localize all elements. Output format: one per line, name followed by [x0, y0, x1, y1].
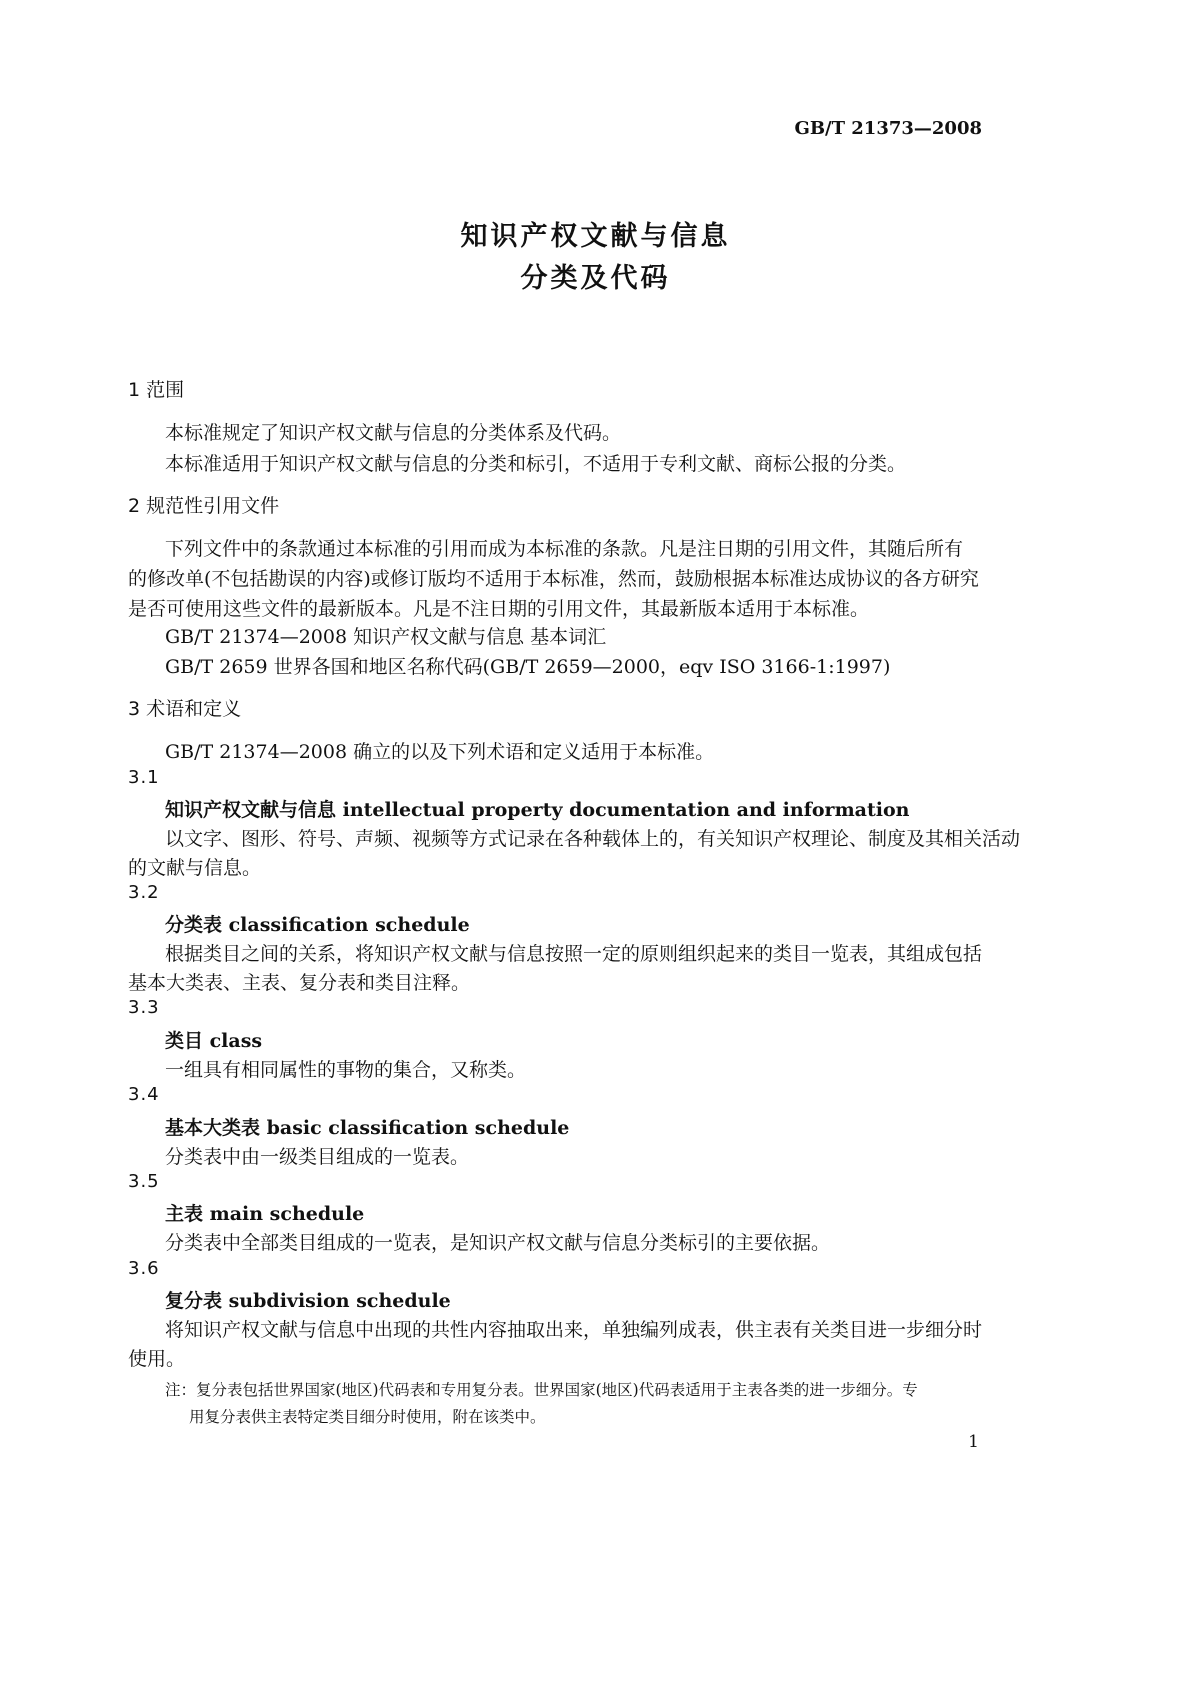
section-2-paragraph: 下列文件中的条款通过本标准的引用而成为本标准的条款。凡是注日期的引用文件，其随后所有: [165, 538, 964, 560]
section-1-paragraph: 本标准规定了知识产权文献与信息的分类体系及代码。: [165, 422, 622, 444]
note-text: 注：复分表包括世界国家(地区)代码表和专用复分表。世界国家(地区)代码表适用于主表各类的进一步细分。专: [165, 1381, 918, 1399]
term-definition: 的文献与信息。: [128, 857, 262, 879]
section-3-intro: GB/T 21374—2008 确立的以及下列术语和定义适用于本标准。: [165, 741, 715, 763]
document-title-line2: 分类及代码: [520, 263, 671, 294]
term-definition: 使用。: [128, 1348, 186, 1370]
term-number: 3.4: [128, 1084, 160, 1105]
normative-reference: GB/T 21374—2008 知识产权文献与信息 基本词汇: [165, 626, 607, 648]
section-2-paragraph: 的修改单(不包括勘误的内容)或修订版均不适用于本标准，然而，鼓励根据本标准达成协议的各方研究: [128, 568, 979, 590]
section-1-heading: 1 范围: [128, 379, 185, 401]
term-definition: 基本大类表、主表、复分表和类目注释。: [128, 972, 471, 994]
term-definition: 根据类目之间的关系，将知识产权文献与信息按照一定的原则组织起来的类目一览表，其组成包括: [165, 943, 983, 965]
term-title: 分类表 classification schedule: [165, 914, 470, 936]
document-title-line1: 知识产权文献与信息: [460, 221, 731, 252]
page-number: 1: [968, 1432, 979, 1452]
term-title: 基本大类表 basic classification schedule: [165, 1117, 570, 1139]
section-1-paragraph: 本标准适用于知识产权文献与信息的分类和标引，不适用于专利文献、商标公报的分类。: [165, 453, 907, 475]
term-number: 3.6: [128, 1258, 160, 1279]
term-title: 知识产权文献与信息 intellectual property documentation and information: [165, 799, 910, 821]
term-number: 3.2: [128, 882, 160, 903]
term-number: 3.1: [128, 767, 160, 788]
normative-reference: GB/T 2659 世界各国和地区名称代码(GB/T 2659—2000，eqv ISO 3166-1:1997): [165, 656, 891, 678]
term-definition: 以文字、图形、符号、声频、视频等方式记录在各种载体上的，有关知识产权理论、制度及其相关活动: [165, 828, 1021, 850]
term-definition: 一组具有相同属性的事物的集合，又称类。: [165, 1059, 527, 1081]
term-definition: 分类表中全部类目组成的一览表，是知识产权文献与信息分类标引的主要依据。: [165, 1232, 831, 1254]
term-title: 主表 main schedule: [165, 1203, 365, 1225]
standard-code: GB/T 21373—2008: [794, 118, 982, 139]
section-2-heading: 2 规范性引用文件: [128, 495, 280, 517]
note-text: 用复分表供主表特定类目细分时使用，附在该类中。: [189, 1408, 546, 1426]
term-title: 类目 class: [165, 1030, 263, 1052]
term-number: 3.3: [128, 997, 160, 1018]
section-3-heading: 3 术语和定义: [128, 698, 242, 720]
term-definition: 分类表中由一级类目组成的一览表。: [165, 1146, 470, 1168]
term-number: 3.5: [128, 1171, 160, 1192]
term-definition: 将知识产权文献与信息中出现的共性内容抽取出来，单独编列成表，供主表有关类目进一步细分时: [165, 1319, 983, 1341]
term-title: 复分表 subdivision schedule: [165, 1290, 451, 1312]
section-2-paragraph: 是否可使用这些文件的最新版本。凡是不注日期的引用文件，其最新版本适用于本标准。: [128, 598, 870, 620]
